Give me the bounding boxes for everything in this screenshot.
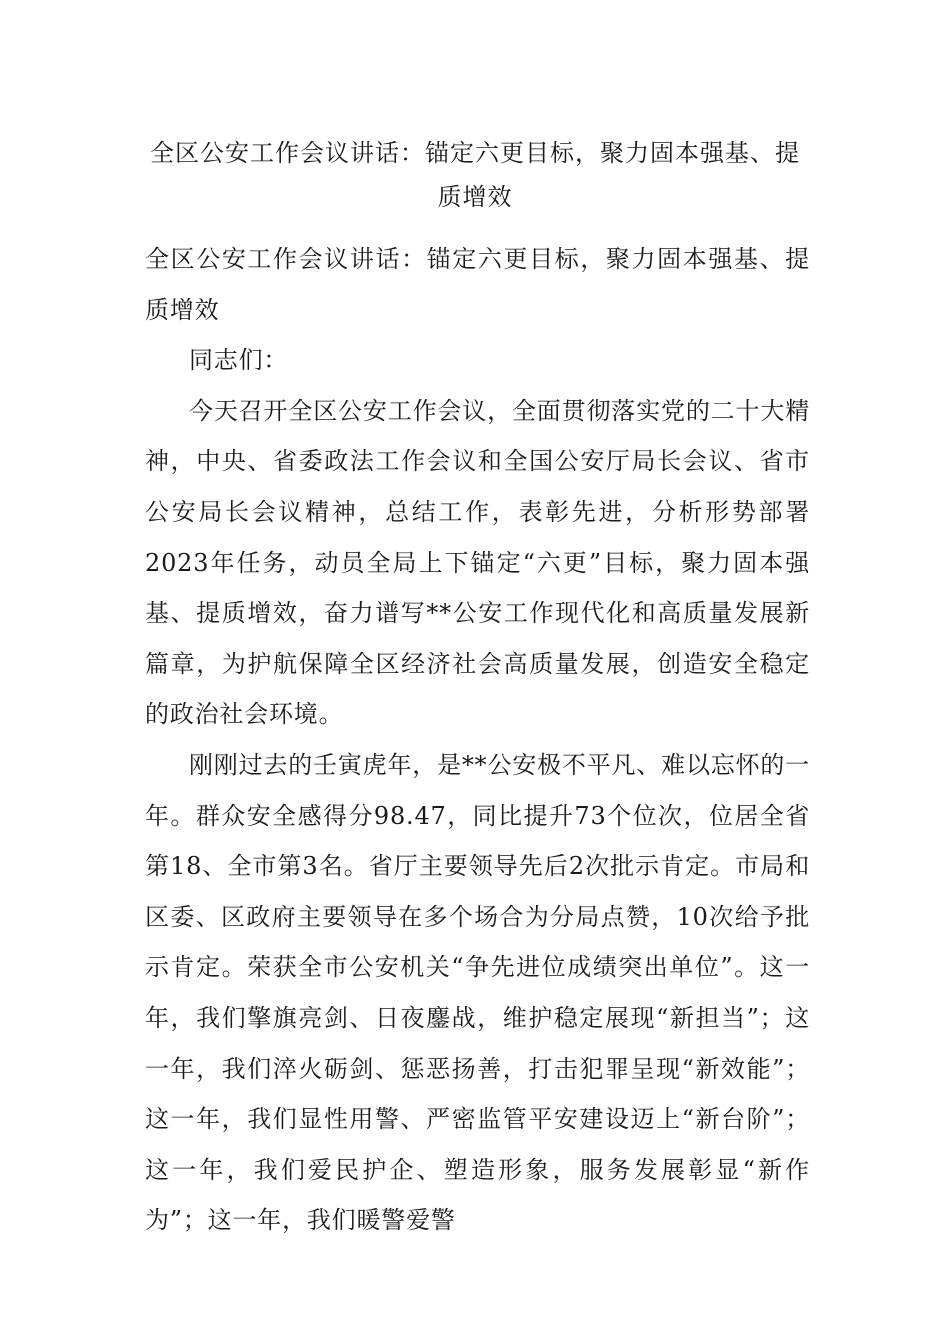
paragraph-review: 刚刚过去的壬寅虎年，是**公安极不平凡、难以忘怀的一年。群众安全感得分98.47，同比提升73个位次，位居全省第18、全市第3名。省厅主要领导先后2次批示肯定。市局和区委、区政府主要领导在多个场合为分局点赞，10次给予批示肯定。荣获全市公安机关“争先进位成绩突出单位”。这一年，我们擎旗亮剑、日夜鏖战，维护稳定展现“新担当”；这一年，我们淬火砺剑、惩恶扬善，打击犯罪呈现“新效能”；这一年，我们显性用警、严密监管平安建设迈上“新台阶”；这一年，我们爱民护企、塑造形象，服务发展彰显“新作为”；这一年，我们暖警爱警: [145, 750, 810, 1235]
document-body: [145, 234, 810, 1246]
document-title: 全区公安工作会议讲话：锚定六更目标，聚力固本强基、提质增效: [150, 139, 800, 211]
salutation: 同志们：: [189, 346, 289, 375]
repeated-title-paragraph: 全区公安工作会议讲话：锚定六更目标，聚力固本强基、提质增效: [145, 245, 810, 324]
paragraph-intro: 今天召开全区公安工作会议，全面贯彻落实党的二十大精神，中央、省委政法工作会议和全国公安厅局长会议、省市公安局长会议精神，总结工作，表彰先进，分析形势部署2023年任务，动员全局上下锚定“六更”目标，聚力固本强基、提质增效，奋力谱写**公安工作现代化和高质量发展新篇章，为护航保障全区经济社会高质量发展，创造安全稳定的政治社会环境。: [145, 396, 810, 729]
